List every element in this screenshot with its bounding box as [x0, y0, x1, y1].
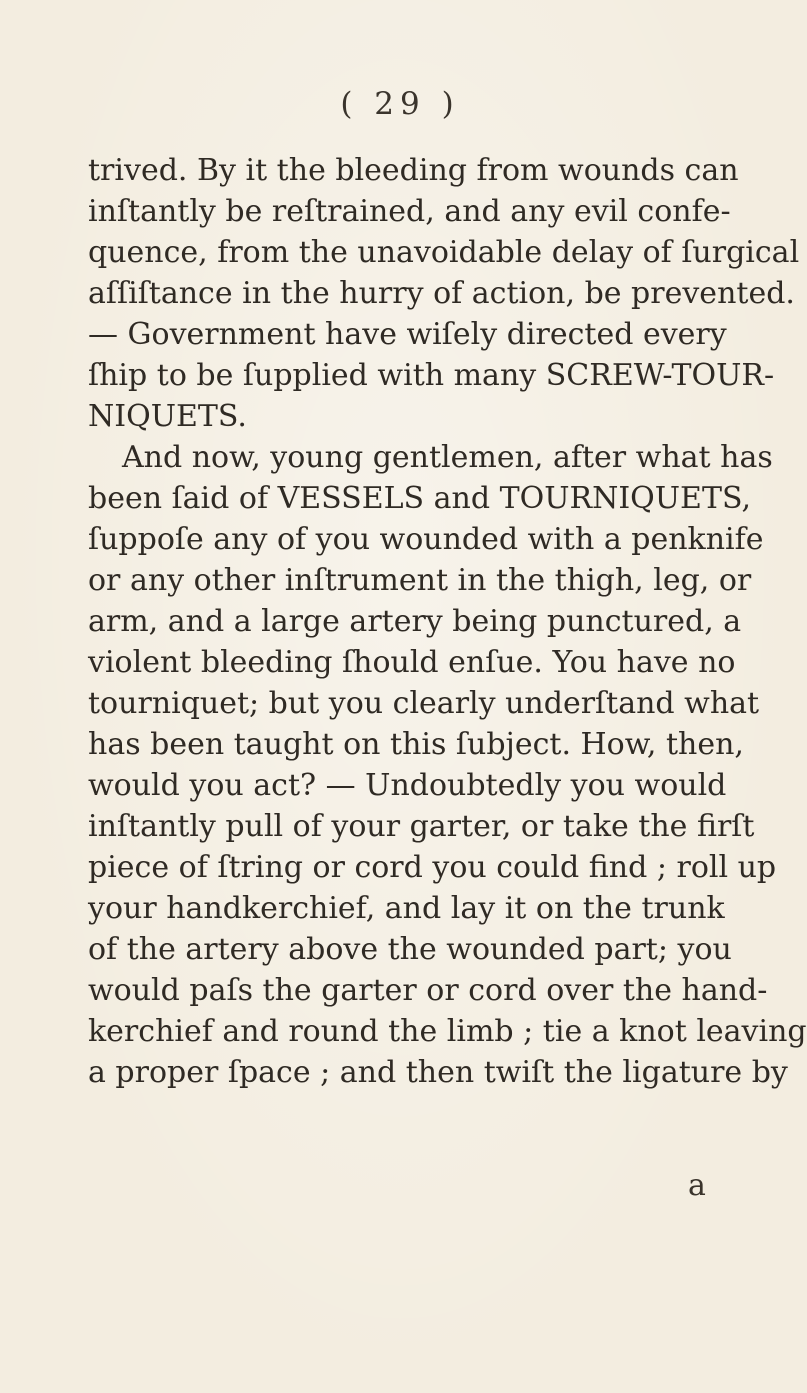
text-line: trived. By it the bleeding from wounds can: [88, 153, 739, 188]
text-line: violent bleeding ſhould enſue. You have no: [88, 645, 736, 680]
text-line: would you act? — Undoubtedly you would: [88, 768, 727, 803]
text-line: NIQUETS.: [88, 399, 247, 434]
text-line: ſhip to be ſupplied with many SCREW-TOUR-: [88, 358, 775, 393]
text-line: ſuppoſe any of you wounded with a penknife: [88, 522, 764, 557]
text-line: — Government have wiſely directed every: [88, 317, 727, 352]
catchword: a: [688, 1168, 706, 1203]
text-line: inſtantly be reſtrained, and any evil confe-: [88, 194, 731, 229]
text-line: tourniquet; but you clearly underſtand what: [88, 686, 760, 721]
text-line: arm, and a large artery being punctured, a: [88, 604, 742, 639]
text-line: piece of ſtring or cord you could find ; roll up: [88, 850, 777, 885]
text-line: would paſs the garter or cord over the hand-: [88, 973, 768, 1008]
text-line: quence, from the unavoidable delay of ſurgical: [88, 235, 800, 270]
text-line: or any other inſtrument in the thigh, leg, or: [88, 563, 752, 598]
text-line: kerchief and round the limb ; tie a knot leaving: [88, 1014, 807, 1049]
text-line: inſtantly pull of your garter, or take the firſt: [88, 809, 755, 844]
text-line: has been taught on this ſubject. How, then,: [88, 727, 744, 762]
text-line: of the artery above the wounded part; you: [88, 932, 732, 967]
paragraph-start-line: And now, young gentlemen, after what has: [122, 440, 773, 475]
text-line: your handkerchief, and lay it on the trunk: [88, 891, 725, 926]
text-line: aſſiſtance in the hurry of action, be prevented.: [88, 276, 795, 311]
text-line: a proper ſpace ; and then twiſt the ligature by: [88, 1055, 788, 1090]
text-line: been ſaid of VESSELS and TOURNIQUETS,: [88, 481, 751, 516]
body-text: [88, 150, 807, 1093]
page-number: ( 29 ): [340, 86, 460, 122]
